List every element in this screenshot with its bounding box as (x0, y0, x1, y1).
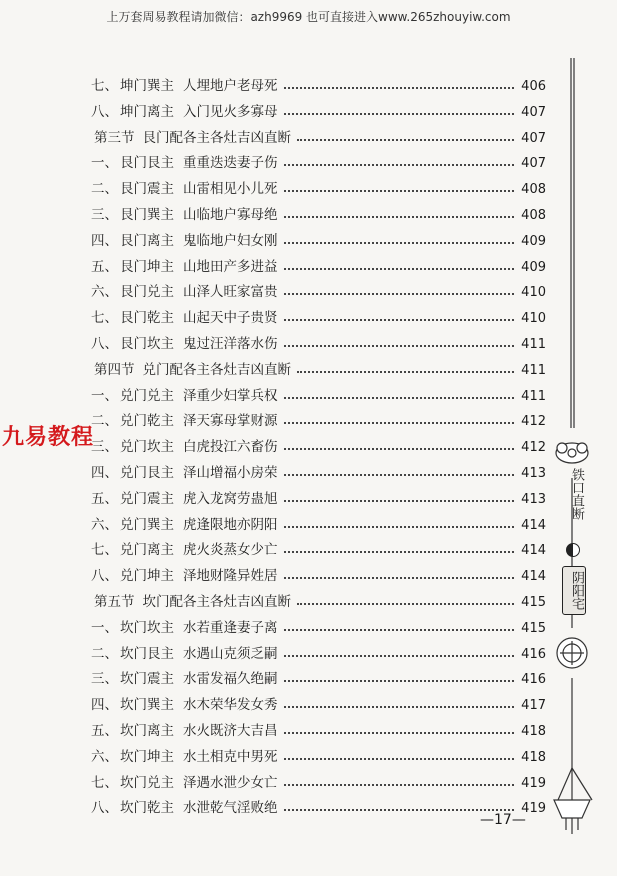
toc-item-row (60, 767, 546, 791)
toc-entry-heading: 坤门巽主 (120, 78, 174, 94)
toc-entry-number: 一、 (91, 155, 118, 172)
toc-entry-verse: 入门见火多寡母 (183, 103, 278, 120)
toc-leader-dots (284, 525, 515, 528)
toc-entry-heading: 坎门震主 (120, 671, 174, 688)
toc-entry-verse: 虎逢限地亦阴阳 (183, 516, 278, 533)
toc-entry-heading: 艮门巽主 (120, 207, 174, 223)
toc-leader-dots (284, 344, 515, 347)
toc-entry-heading: 坎门坎主 (120, 619, 174, 636)
toc-entry-heading: 艮门配各主各灶吉凶直断 (142, 129, 291, 146)
toc-entry-heading: 兑门配各主各灶吉凶直断 (142, 361, 291, 378)
toc-entry-number: 七、 (91, 774, 118, 791)
toc-entry-title (120, 693, 278, 713)
toc-item-row (60, 276, 546, 300)
toc-entry-verse: 水雷发福久绝嗣 (183, 671, 278, 688)
toc-entry-title (120, 100, 278, 120)
toc-entry-title (120, 435, 278, 455)
toc-entry-title (120, 461, 278, 481)
toc-entry-heading: 坎门离主 (120, 723, 174, 739)
toc-entry-verse: 山泽人旺家富贵 (183, 284, 278, 301)
toc-leader-dots (297, 138, 514, 141)
toc-entry-heading: 艮门乾主 (120, 310, 174, 327)
toc-entry-title (143, 126, 292, 146)
toc-entry-verse: 泽天寡母掌财源 (183, 413, 278, 430)
toc-entry-number: 三、 (91, 671, 118, 688)
toc-entry-verse: 水木荣华发女秀 (183, 697, 278, 714)
toc-page-number: 411 (521, 362, 546, 378)
toc-item-row (60, 199, 546, 223)
toc-item-row (60, 689, 546, 713)
toc-entry-title (120, 487, 278, 507)
lantern-bottom-icon (554, 800, 590, 834)
toc-entry-title (120, 771, 278, 791)
toc-entry-title (120, 384, 278, 404)
toc-entry-title (120, 409, 278, 429)
toc-entry-number: 三、 (91, 439, 118, 456)
toc-leader-dots (284, 499, 515, 502)
toc-item-row (60, 328, 546, 352)
toc-leader-dots (297, 602, 514, 605)
toc-item-row (60, 509, 546, 533)
toc-page-number: 414 (521, 517, 546, 533)
toc-page-number: 407 (521, 130, 546, 146)
toc-leader-dots (284, 112, 515, 115)
toc-entry-title (120, 306, 278, 326)
toc-leader-dots (284, 705, 515, 708)
toc-page-number: 418 (521, 724, 546, 739)
toc-entry-number: 七、 (91, 78, 118, 94)
toc-entry-number: 五、 (91, 258, 118, 275)
yin-yang-icon (566, 543, 580, 557)
toc-entry-title (120, 513, 278, 533)
toc-leader-dots (284, 783, 515, 786)
toc-page-number: 410 (521, 311, 546, 327)
toc-entry-number: 三、 (91, 207, 118, 223)
toc-item-row (60, 96, 546, 120)
toc-page-number: 415 (521, 620, 546, 636)
toc-entry-heading: 坤门离主 (120, 103, 174, 120)
watermark-logo: 九易教程 (2, 425, 95, 450)
toc-page-number: 408 (521, 182, 546, 198)
toc-entry-title (120, 255, 278, 275)
toc-item-row (60, 792, 546, 816)
toc-entry-number: 七、 (91, 542, 118, 559)
toc-leader-dots (284, 550, 515, 553)
toc-item-row (60, 173, 546, 197)
side-ornament (552, 48, 612, 848)
toc-page-number: 416 (521, 646, 546, 662)
toc-entry-title (120, 616, 278, 636)
toc-entry-verse: 泽遇水泄少女亡 (183, 774, 278, 791)
toc-entry-title (120, 332, 278, 352)
toc-item-row (60, 715, 546, 739)
toc-entry-verse: 泽山增福小房荣 (183, 465, 278, 481)
toc-entry-title (120, 667, 278, 687)
toc-entry-verse: 水土相克中男死 (183, 748, 278, 765)
toc-entry-title (120, 719, 278, 739)
toc-leader-dots (284, 86, 515, 89)
toc-entry-title (120, 564, 278, 584)
toc-page-number: 412 (521, 440, 546, 456)
toc-entry-number: 第三节 (94, 129, 135, 146)
toc-page-number: 413 (521, 466, 546, 481)
toc-entry-verse: 山起天中子贵贤 (183, 310, 278, 327)
toc-entry-number: 五、 (91, 490, 118, 507)
toc-entry-title (120, 177, 278, 197)
toc-entry-heading: 兑门离主 (120, 542, 174, 559)
toc-leader-dots (284, 189, 515, 192)
toc-entry-number: 八、 (91, 568, 118, 585)
toc-item-row (60, 663, 546, 687)
toc-entry-title (120, 229, 278, 249)
toc-leader-dots (284, 421, 515, 424)
toc-leader-dots (284, 241, 515, 244)
toc-entry-title (120, 642, 278, 662)
toc-item-row (60, 251, 546, 275)
toc-entry-title (120, 74, 278, 94)
toc-page-number: 411 (521, 388, 546, 404)
toc-entry-number: 八、 (91, 336, 118, 352)
toc-leader-dots (284, 447, 515, 450)
toc-item-row (60, 225, 546, 249)
toc-entry-number: 四、 (91, 465, 118, 481)
toc-entry-verse: 鬼临地户妇女刚 (183, 232, 278, 249)
toc-entry-verse: 白虎投江六畜伤 (183, 439, 278, 456)
toc-entry-verse: 山临地户寡母绝 (183, 207, 278, 223)
toc-entry-number: 六、 (91, 284, 118, 301)
toc-entry-title (120, 151, 278, 171)
toc-leader-dots (284, 396, 515, 399)
toc-item-row (60, 405, 546, 429)
toc-entry-heading: 坎门配各主各灶吉凶直断 (142, 594, 291, 610)
toc-entry-title (143, 590, 292, 610)
toc-page-number: 414 (521, 569, 546, 585)
toc-entry-number: 四、 (91, 697, 118, 714)
toc-page-number: 412 (521, 414, 546, 430)
toc-entry-title (120, 745, 278, 765)
toc-leader-dots (284, 628, 515, 631)
toc-entry-heading: 坎门坤主 (120, 748, 174, 765)
toc-entry-heading: 坎门兑主 (120, 774, 174, 791)
toc-leader-dots (284, 679, 515, 682)
toc-entry-title (120, 796, 278, 816)
toc-entry-title (120, 280, 278, 300)
toc-entry-number: 四、 (91, 232, 118, 249)
page-number: —17— (480, 812, 526, 828)
toc-entry-verse: 山地田产多进益 (183, 258, 278, 275)
toc-entry-title (120, 203, 278, 223)
toc-leader-dots (284, 731, 515, 734)
toc-entry-verse: 水若重逢妻子离 (183, 619, 278, 636)
toc-entry-number: 一、 (91, 619, 118, 636)
side-tag-yinyang-house: 阴阳宅 (562, 566, 586, 615)
toc-leader-dots (284, 576, 515, 579)
toc-leader-dots (284, 292, 515, 295)
toc-entry-number: 六、 (91, 516, 118, 533)
toc-page-number: 409 (521, 233, 546, 249)
toc-entry-heading: 艮门坤主 (120, 258, 174, 275)
toc-page-number: 408 (521, 208, 546, 223)
toc-entry-heading: 坎门乾主 (120, 800, 174, 817)
toc-entry-number: 八、 (91, 800, 118, 817)
toc-item-row (60, 560, 546, 584)
toc-entry-number: 一、 (91, 387, 118, 404)
toc-entry-number: 二、 (91, 181, 118, 198)
toc-page-number: 406 (521, 79, 546, 94)
toc-entry-heading: 艮门兑主 (120, 284, 174, 301)
toc-entry-verse: 山雷相见小儿死 (183, 181, 278, 198)
toc-entry-number: 七、 (91, 310, 118, 327)
toc-page-number: 419 (521, 775, 546, 791)
toc-page-number: 413 (521, 491, 546, 507)
toc-entry-heading: 兑门震主 (120, 490, 174, 507)
toc-item-row (60, 431, 546, 455)
toc-entry-number: 六、 (91, 748, 118, 765)
toc-entry-heading: 兑门兑主 (120, 387, 174, 404)
toc-page-number: 410 (521, 285, 546, 301)
toc-entry-verse: 虎火炎蒸女少亡 (183, 542, 278, 559)
toc-leader-dots (297, 370, 514, 373)
toc-entry-verse: 水遇山克须乏嗣 (183, 645, 278, 662)
toc-entry-title (120, 538, 278, 558)
toc-entry-title (143, 358, 292, 378)
toc-page-number: 415 (521, 595, 546, 610)
toc-item-row (60, 638, 546, 662)
toc-entry-heading: 艮门离主 (120, 232, 174, 249)
toc-entry-heading: 兑门乾主 (120, 413, 174, 430)
toc-page-number: 418 (521, 749, 546, 765)
toc-page-number: 419 (521, 801, 546, 817)
toc-page-number: 409 (521, 259, 546, 275)
toc-item-row (60, 741, 546, 765)
toc-item-row (60, 380, 546, 404)
toc-item-row (60, 483, 546, 507)
toc-entry-verse: 泽重少妇掌兵权 (183, 387, 278, 404)
toc-section-row (94, 354, 546, 378)
toc-entry-verse: 水泄乾气淫败绝 (183, 800, 278, 817)
toc-entry-heading: 兑门艮主 (120, 465, 174, 481)
toc-section-row (94, 122, 546, 146)
toc-entry-verse: 人埋地户老母死 (183, 78, 278, 94)
toc-leader-dots (284, 654, 515, 657)
cloud-knot-icon (556, 443, 588, 463)
toc-entry-heading: 兑门坎主 (120, 439, 174, 456)
toc-page-number: 414 (521, 543, 546, 559)
toc-entry-number: 第五节 (94, 594, 135, 610)
toc-entry-heading: 艮门震主 (120, 181, 174, 198)
ornament-lines-icon (558, 58, 592, 800)
toc-leader-dots (284, 318, 515, 321)
toc-entry-verse: 重重迭迭妻子伤 (183, 155, 278, 172)
toc-entry-verse: 泽地财隆异姓居 (183, 568, 278, 585)
toc-page-number: 407 (521, 104, 546, 120)
toc-page-number: 407 (521, 156, 546, 172)
toc-section-row (94, 586, 546, 610)
toc-item-row (60, 534, 546, 558)
toc-entry-heading: 坎门巽主 (120, 697, 174, 714)
toc-entry-number: 二、 (91, 645, 118, 662)
page-header-ad: 上万套周易教程请加微信：azh9969 也可直接进入www.265zhouyiw.com (106, 10, 511, 24)
medallion-icon (557, 638, 587, 668)
toc-page-number: 416 (521, 672, 546, 688)
toc-item-row (60, 612, 546, 636)
toc-entry-heading: 兑门巽主 (120, 516, 174, 533)
toc-entry-heading: 艮门艮主 (120, 155, 174, 172)
toc-entry-number: 五、 (91, 723, 118, 739)
side-book-title: 铁口直断 (569, 468, 584, 520)
toc-entry-heading: 艮门坎主 (120, 336, 174, 352)
toc-leader-dots (284, 757, 515, 760)
toc-entry-verse: 水火既济大吉昌 (183, 723, 278, 739)
toc-leader-dots (284, 808, 515, 811)
toc-entry-number: 二、 (91, 413, 118, 430)
toc-entry-heading: 兑门坤主 (120, 568, 174, 585)
toc-item-row (60, 147, 546, 171)
toc-leader-dots (284, 267, 515, 270)
toc-page-number: 417 (521, 698, 546, 714)
toc-leader-dots (284, 163, 515, 166)
toc-item-row (60, 302, 546, 326)
toc-entry-number: 八、 (91, 103, 118, 120)
toc-entry-number: 第四节 (94, 361, 135, 378)
toc-leader-dots (284, 215, 515, 218)
toc-leader-dots (284, 473, 515, 476)
toc-item-row (60, 70, 546, 94)
toc-page-number: 411 (521, 337, 546, 352)
toc-entry-heading: 坎门艮主 (120, 645, 174, 662)
toc-item-row (60, 457, 546, 481)
toc-entry-verse: 虎入龙窝劳蛊旭 (183, 490, 278, 507)
toc-entry-verse: 鬼过汪洋落水伤 (183, 336, 278, 352)
